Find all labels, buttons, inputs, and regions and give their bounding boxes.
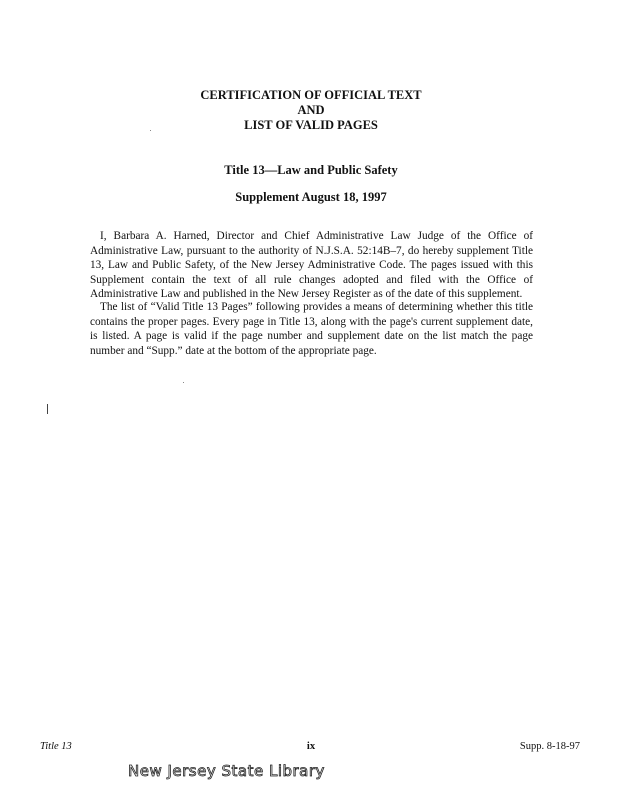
heading-line-2: AND [297, 103, 325, 117]
scan-speck [150, 130, 151, 131]
scan-speck [183, 382, 184, 383]
supplement-date: Supplement August 18, 1997 [235, 190, 387, 204]
valid-pages-paragraph: The list of “Valid Title 13 Pages” following provides a means of determining whether this title contains the proper pages. Every page in Title 13, along with the page's current supplement date, is listed. A page is valid if the page number and supplement date on the list match the page number and “Supp.” date at the bottom of the appropriate page. [90, 301, 533, 357]
footer-title: Title 13 [40, 741, 72, 752]
title-line: Title 13—Law and Public Safety [224, 163, 398, 177]
margin-mark [47, 404, 48, 414]
heading-line-1: CERTIFICATION OF OFFICIAL TEXT [200, 88, 422, 102]
library-stamp: New Jersey State Library [128, 762, 325, 780]
footer-supp-date: Supp. 8-18-97 [519, 741, 580, 752]
certification-heading [0, 88, 622, 133]
heading-line-3: LIST OF VALID PAGES [244, 118, 378, 132]
certification-paragraph: I, Barbara A. Harned, Director and Chief Administrative Law Judge of the Office of Administrative Law, pursuant to the authority of N.J.S.A. 52:14B–7, do hereby supplement Title 13, Law and Public Safety, of the New Jersey Administrative Code. The pages issued with this Supplement contain the text of all rule changes adopted and filed with the Office of Administrative Law and published in the New Jersey Register as of the date of this supplement. [90, 230, 533, 300]
footer-page-number: ix [306, 741, 316, 752]
